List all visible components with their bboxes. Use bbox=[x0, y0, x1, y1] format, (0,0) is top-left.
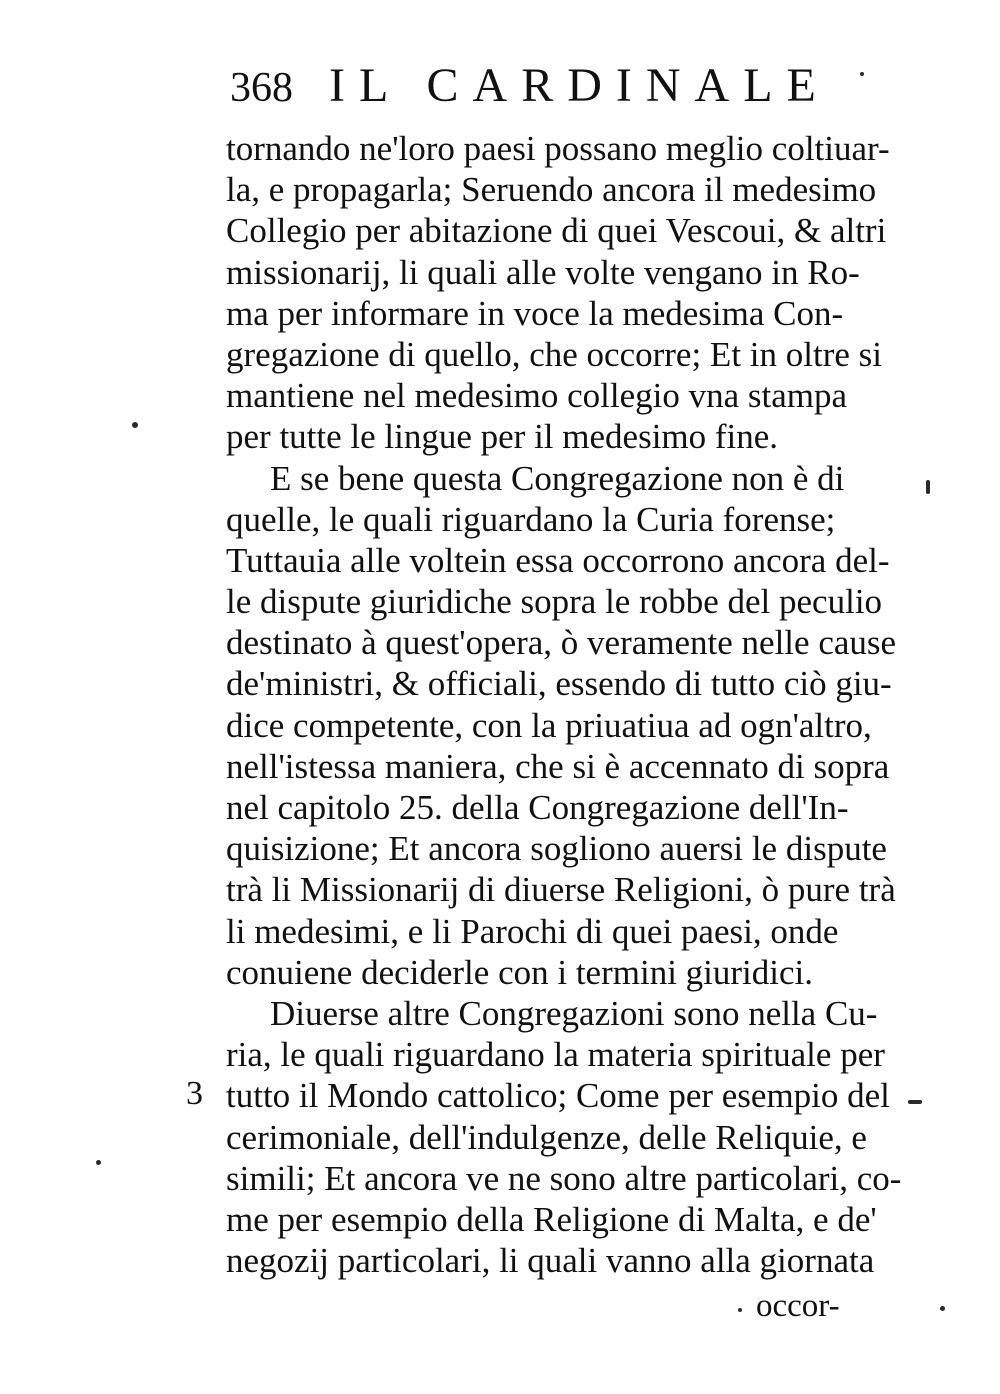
ink-speck bbox=[96, 1160, 101, 1165]
text-line: Tuttauia alle voltein essa occorrono ancora del- bbox=[226, 540, 890, 580]
text-line: dice competente, con la priuatiua ad ogn'altro, bbox=[226, 705, 872, 745]
text-line: negozij particolari, li quali vanno alla giornata bbox=[226, 1241, 875, 1281]
ink-speck bbox=[738, 1308, 742, 1312]
text-line: destinato à quest'opera, ò veramente nelle cause bbox=[226, 623, 897, 663]
page-header bbox=[230, 56, 850, 116]
text-line: le dispute giuridiche sopra le robbe del peculio bbox=[226, 582, 883, 622]
text-line: me per esempio della Religione di Malta, e de' bbox=[226, 1199, 877, 1239]
text-line: conuiene deciderle con i termini giuridici. bbox=[226, 952, 814, 992]
text-line: la, e propagarla; Seruendo ancora il medesimo bbox=[226, 170, 877, 210]
text-line: gregazione di quello, che occorre; Et in oltre si bbox=[226, 334, 882, 374]
ink-speck bbox=[908, 1100, 922, 1104]
ink-speck bbox=[926, 480, 930, 494]
ink-speck bbox=[132, 422, 138, 428]
paragraph-start-line: E se bene questa Congregazione non è di bbox=[270, 458, 845, 498]
text-line: trà li Missionarij di diuerse Religioni, ò pure trà bbox=[226, 870, 896, 910]
text-line: ria, le quali riguardano la materia spirituale per bbox=[226, 1035, 885, 1075]
ink-speck bbox=[860, 72, 864, 76]
text-line: nel capitolo 25. della Congregazione dell'In- bbox=[226, 788, 849, 827]
text-line: ma per informare in voce la medesima Con- bbox=[226, 293, 844, 333]
text-line: simili; Et ancora ve ne sono altre particolari, co- bbox=[226, 1158, 902, 1198]
running-title: IL CARDINALE bbox=[329, 59, 830, 112]
page-number: 368 bbox=[230, 65, 293, 111]
ink-speck bbox=[940, 1306, 945, 1311]
text-line: nell'istessa maniera, che si è accennato di sopra bbox=[226, 746, 890, 786]
catchword: occor- bbox=[756, 1288, 840, 1324]
text-line: quelle, le quali riguardano la Curia forense; bbox=[226, 499, 836, 539]
body-text bbox=[226, 128, 916, 1281]
margin-note: 3 bbox=[186, 1075, 203, 1112]
text-line: mantiene nel medesimo collegio vna stampa bbox=[226, 376, 848, 416]
text-line: cerimoniale, dell'indulgenze, delle Reliquie, e bbox=[226, 1117, 867, 1157]
paragraph-start-line: Diuerse altre Congregazioni sono nella Cu- bbox=[270, 993, 878, 1033]
text-line: tornando ne'loro paesi possano meglio coltiuar- bbox=[226, 129, 890, 168]
text-line: missionarij, li quali alle volte vengano in Ro- bbox=[226, 252, 860, 292]
text-line: li medesimi, e li Parochi di quei paesi, onde bbox=[226, 911, 839, 951]
text-line: tutto il Mondo cattolico; Come per esempio del bbox=[226, 1076, 890, 1116]
text-line: per tutte le lingue per il medesimo fine. bbox=[226, 417, 779, 457]
text-line: de'ministri, & officiali, essendo di tutto ciò giu- bbox=[226, 664, 892, 704]
text-line: quisizione; Et ancora sogliono auersi le dispute bbox=[226, 829, 887, 869]
text-line: Collegio per abitazione di quei Vescoui, & altri bbox=[226, 211, 887, 251]
